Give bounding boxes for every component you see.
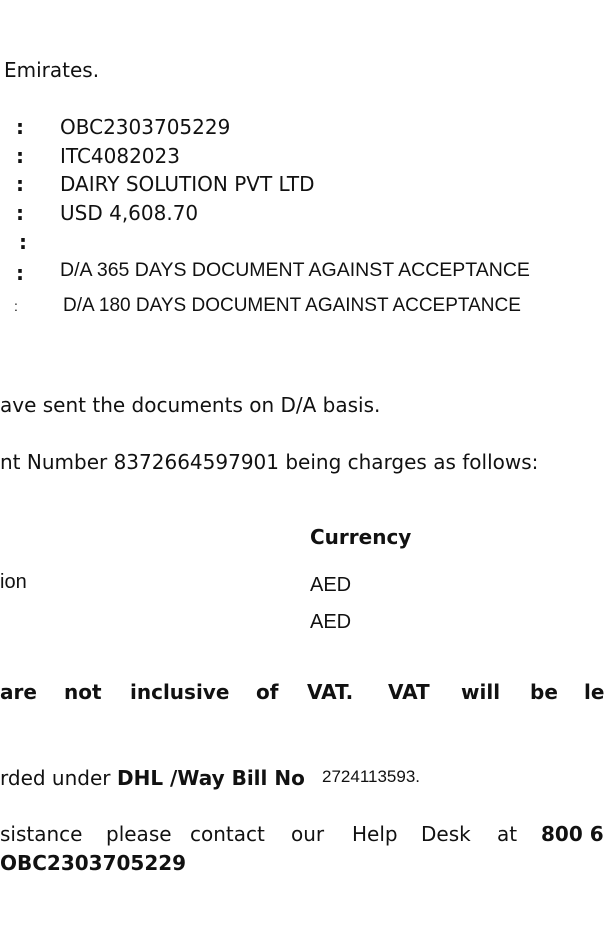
documents-sent-line: ave sent the documents on D/A basis. [0,393,381,417]
reference-number: OBC2303705229 [60,115,231,139]
drawee-name: DAIRY SOLUTION PVT LTD [60,172,315,196]
help-word: our [291,822,325,846]
help-word: sistance [0,822,83,846]
detail-colon: : [16,261,24,285]
vat-word: not [64,680,102,704]
detail-colon: : [16,172,24,196]
detail-colon: : [16,201,24,225]
charge-currency: AED [310,611,352,633]
help-word: at [497,822,518,846]
vat-word: be [530,680,558,704]
detail-colon: : [19,230,27,254]
vat-word: of [256,680,279,704]
vat-word: are [0,680,37,704]
vat-word: inclusive [130,680,230,704]
intro-line: Emirates. [4,58,100,82]
account-charges-line: nt Number 8372664597901 being charges as follows: [0,450,539,474]
vat-word: will [461,680,501,704]
amount-value: USD 4,608.70 [60,201,199,225]
detail-colon: : [16,115,24,139]
courier-prefix: rded under [0,766,111,790]
tenor-value: D/A 365 DAYS DOCUMENT AGAINST ACCEPTANCE [60,259,530,281]
help-word: Desk [421,822,471,846]
help-reference: OBC2303705229 [0,851,187,875]
detail-colon: : [14,298,18,314]
help-desk-phone: 800 6 [541,822,604,846]
help-word: Help [352,822,398,846]
vat-word: le [584,680,604,704]
detail-colon: : [16,144,24,168]
vat-word: VAT [388,680,430,704]
waybill-number: 2724113593. [322,767,421,786]
help-word: contact [190,822,265,846]
charge-label: ion [0,571,27,593]
charge-currency: AED [310,574,352,596]
currency-header: Currency [310,525,412,549]
help-word: please [106,822,172,846]
tenor-value-alt: D/A 180 DAYS DOCUMENT AGAINST ACCEPTANCE [63,295,521,316]
vat-word: VAT. [307,680,354,704]
collection-number: ITC4082023 [60,144,180,168]
waybill-label: DHL /Way Bill No [117,766,305,790]
